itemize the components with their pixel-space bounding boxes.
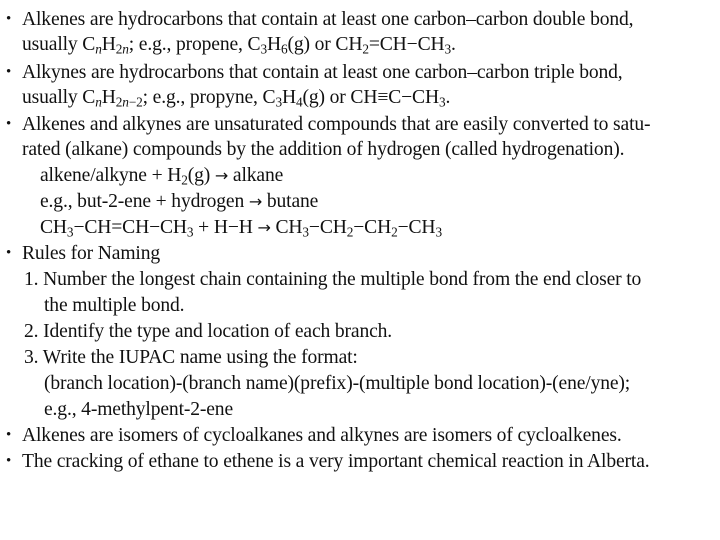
rules-heading: Rules for Naming (22, 243, 160, 264)
cracking-statement: The cracking of ethane to ethene is a very important chemical reaction in Alberta. (22, 451, 650, 472)
bullet-marker: • (6, 11, 12, 27)
alkenes-definition-line1: Alkenes are hydrocarbons that contain at least one carbon–carbon double bond, (22, 9, 634, 30)
rule-3-line3: e.g., 4-methylpent-2-ene (44, 399, 233, 420)
isomers-statement: Alkenes are isomers of cycloalkanes and alkynes are isomers of cycloalkenes. (22, 425, 622, 446)
unsaturated-line2: rated (alkane) compounds by the addition of hydrogen (called hydrogenation). (22, 139, 625, 160)
alkynes-definition-line2: usually $C_nH_{2n-2}$; e.g., propyne, $C_3H_4(g)$ or $CH\equiv C-CH_3$. (22, 87, 451, 110)
bullet-marker: • (6, 427, 12, 443)
rule-3-line2: (branch location)-(branch name)(prefix)-(multiple bond location)-(ene/yne); (44, 373, 631, 394)
hydrogenation-example-equation: e.g., but-2-ene + hydrogen → butane (40, 191, 319, 212)
rule-1-line1: 1. Number the longest chain containing the multiple bond from the end closer to (24, 269, 642, 290)
bullet-marker: • (6, 64, 12, 80)
hydrogenation-structural-equation: $CH_3-CH=CH-CH_3 + H-H \to CH_3-CH_2-CH_2-CH_3$ (40, 217, 442, 240)
alkynes-definition-line1: Alkynes are hydrocarbons that contain at least one carbon–carbon triple bond, (22, 62, 623, 83)
bullet-marker: • (6, 116, 12, 132)
rule-3-line1: 3. Write the IUPAC name using the format: (24, 347, 358, 368)
bullet-marker: • (6, 453, 12, 469)
rule-1-line2: the multiple bond. (44, 295, 185, 316)
bullet-marker: • (6, 245, 12, 261)
hydrogenation-general-equation: alkene/alkyne + $H_2(g)$ → alkane (40, 165, 284, 188)
alkenes-definition-line2: usually $C_nH_{2n}$; e.g., propene, $C_3H_6(g)$ or $CH_2=CH-CH_3$. (22, 34, 456, 57)
unsaturated-line1: Alkenes and alkynes are unsaturated compounds that are easily converted to satu- (22, 114, 651, 135)
rule-2: 2. Identify the type and location of each branch. (24, 321, 393, 342)
